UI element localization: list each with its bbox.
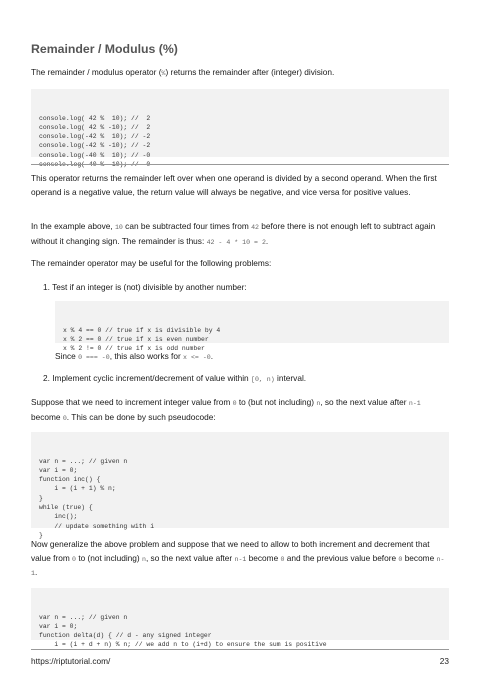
text: Since [55,351,79,361]
code-line: console.log(-42 % -10); // -2 [39,142,151,150]
text: . [210,351,214,361]
code-line: // update something with i [39,522,155,530]
text: 2. Implement cyclic increment/decrement of value within [43,373,251,383]
inline-code: 42 - 4 * 10 = 2 [206,238,266,246]
divider [31,164,449,165]
code-line: var i = 0; [39,466,78,474]
paragraph-generalize [31,538,449,581]
paragraph-use-cases: The remainder operator may be useful for the following problems: [31,258,272,268]
text: . [265,235,269,246]
inline-code: 0 [280,555,285,563]
text: interval. [274,373,307,383]
code-line: function inc() { [39,476,101,484]
inline-code: x <= -0 [183,354,211,361]
text: to (not including) [76,552,142,563]
inline-code: 0 === -0 [78,354,110,361]
paragraph-cyclic-increment [31,396,449,425]
inline-code: n-1 [31,555,445,577]
code-line: console.log( 40 % 10); // 0 [39,161,151,169]
inline-code: n [316,400,321,407]
footer-divider [31,649,449,650]
code-line: x % 2 != 0 // true if x is odd number [63,345,205,353]
code-line: var n = ...; // given n [39,457,128,465]
intro-text-a: The remainder / modulus operator ( [31,67,162,77]
code-line: while (true) { [39,504,93,512]
code-line: } [39,494,43,502]
inline-code: 0 [232,400,237,407]
code-line: var i = 0; [39,622,78,630]
list-item-2 [43,372,306,387]
code-line: var n = ...; // given n [39,613,128,621]
code-block-divisibility [55,301,449,353]
code-block-modulus-examples [31,89,449,169]
paragraph-example-explanation [31,220,449,249]
code-block-delta [31,588,449,649]
inline-code: 0 [62,414,67,422]
text: become [31,411,63,422]
code-line: console.log( 42 % 10); // 2 [39,114,151,122]
inline-code: 42 [251,224,259,231]
text: before there is not enough left to subtract again without it changing sign. The remainder is thus: [31,221,436,246]
text: In the example above, [31,221,115,231]
intro-text-b: ) returns the remainder after (integer) division. [165,67,335,77]
code-line: console.log(-40 % 10); // -0 [39,151,151,159]
code-line: inc(); [39,513,78,521]
inline-code: n [141,555,146,563]
paragraph-operator-description: This operator returns the remainder left over when one operand is divided by a second operand. When the first operand is a negative value, the return value will always be negative, and vice versa for positive values. [31,173,437,197]
text: to (but not including) [236,397,317,407]
text: , this also works for [109,351,184,361]
inline-code: 0 [398,555,403,563]
text: . This can be done by such pseudocode: [66,411,216,422]
text: . [34,567,38,577]
text: become [246,552,281,563]
since-note [55,350,213,365]
code-block-increment [31,432,449,539]
text: , so the next value after [320,397,409,407]
text: Suppose that we need to increment integer value from [31,397,233,407]
text: and the previous value before [284,552,399,563]
text: can be subtracted four times from [122,221,252,231]
code-line: i = (i + 1) % n; [39,485,116,493]
code-line: function delta(d) { // d - any signed integer [39,632,212,640]
footer-url-link[interactable]: https://riptutorial.com/ [31,656,111,666]
code-line: console.log( 42 % -10); // 2 [39,123,151,131]
code-line: x % 2 == 0 // true if x is even number [63,335,209,343]
list-item-1: 1. Test if an integer is (not) divisible by another number: [43,282,247,292]
code-line: console.log(-42 % 10); // -2 [39,133,151,141]
inline-code: n-1 [234,555,247,563]
intro-inline-code: % [161,70,166,77]
text: Now generalize the above problem and suppose that we need to allow to both increment and decrement that value from [31,539,430,563]
code-line: x % 4 == 0 // true if x is divisible by 4 [63,326,221,334]
inline-code: 0 [72,555,77,563]
intro-paragraph [31,66,449,81]
text: become [402,552,437,563]
inline-code: n-1 [408,400,421,407]
code-line: } [39,531,43,539]
inline-code: 10 [114,224,123,231]
page-number: 23 [439,656,449,666]
section-title: Remainder / Modulus (%) [31,42,178,56]
text: , so the next value after [145,552,235,563]
code-line: i = (i + d + n) % n; // we add n to (i+d) to ensure the sum is positive [39,641,327,649]
inline-code: [0, n) [250,376,275,383]
